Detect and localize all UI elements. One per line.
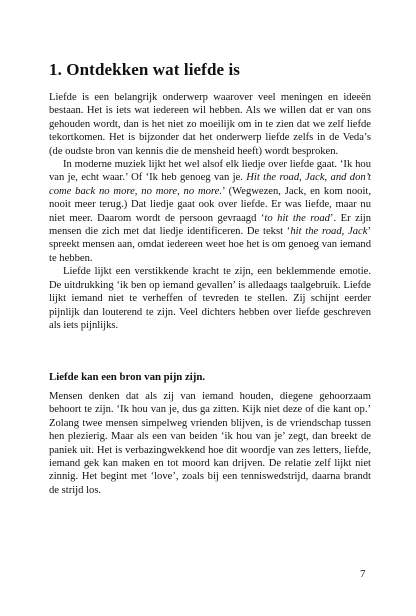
paragraph-2-mid-2: ’. Er zijn mensen die zich met dat liedje identificeren. De tekst ‘	[49, 212, 371, 238]
section-heading: Liefde kan een bron van pijn zijn.	[49, 371, 206, 383]
paragraph-2-end: ’ spreekt mensen aan, omdat iedereen weet hoe het is om genoeg van iemand te hebben.	[49, 226, 371, 264]
page-number: 7	[360, 568, 366, 580]
paragraph-1: Liefde is een belangrijk onderwerp waarover veel meningen en ideeën bestaan. Het is iets wat iedereen wil hebben. Als we willen dat er van ons gehouden wordt, dan is het niet zo moeilijk om in te zien dat we zelf liefde tekortkomen. Het is bijzonder dat het onderwerp liefde zelfs in de Veda’s (de oudste bron van kennis die de mensheid heeft) wordt besproken.	[49, 92, 371, 157]
paragraph-2	[49, 158, 371, 265]
chapter-title: 1. Ontdekken wat liefde is	[49, 60, 241, 79]
paragraph-2-mid: ’ (Wegwezen, Jack, en kom nooit, nooit meer terug.) Dat liedje gaat ook over liefde. Er was liefde, maar nu niet meer. Daarom wordt de persoon gevraagd ‘	[49, 185, 371, 224]
section-2-text	[49, 390, 371, 497]
song-quote-1: Hit the road, Jack, and don’t come back no more, no more, no more.	[49, 172, 371, 197]
paragraph-2-start: In moderne muziek lijkt het wel alsof elk liedje over liefde gaat. ‘Ik hou van je, echt waar.’ Of ‘Ik heb genoeg van je.	[49, 159, 371, 184]
paragraph-4: Mensen denken dat als zij van iemand houden, diegene gehoorzaam behoort te zijn. ‘Ik hou van je, dus ga zitten. Kijk niet deze of die kant op.’ Zolang twee mensen simpelweg vrienden blijven, is de vriendschap tussen hen plezierig. Maar als een van beiden ‘ik hou van je’ zegt, dan breekt de paniek uit. Het is verbazingwekkend hoe dit woordje van zes letters, liefde, iemand gek kan maken en tot moord kan drijven. De relatie zelf lijkt niet zinnig. Het begint met ‘love’, zoals bij een tenniswedstrijd, daarna brandt de strijd los.	[49, 391, 371, 496]
paragraph-3: Liefde lijkt een verstikkende kracht te zijn, een beklemmende emotie. De uitdrukking ‘ik ben op iemand gevallen’ is alledaags taalgebruik. Liefde lijkt iemand niet te verheffen of tevreden te stellen. Zij schijnt eerder pijnlijk dan louterend te zijn. Veel dichters hebben over liefde geschreven als iets pijnlijks.	[49, 266, 371, 331]
section-1-text	[49, 91, 371, 332]
song-quote-2: to hit the road	[264, 212, 330, 224]
song-quote-3: hit the road, Jack	[290, 226, 368, 238]
